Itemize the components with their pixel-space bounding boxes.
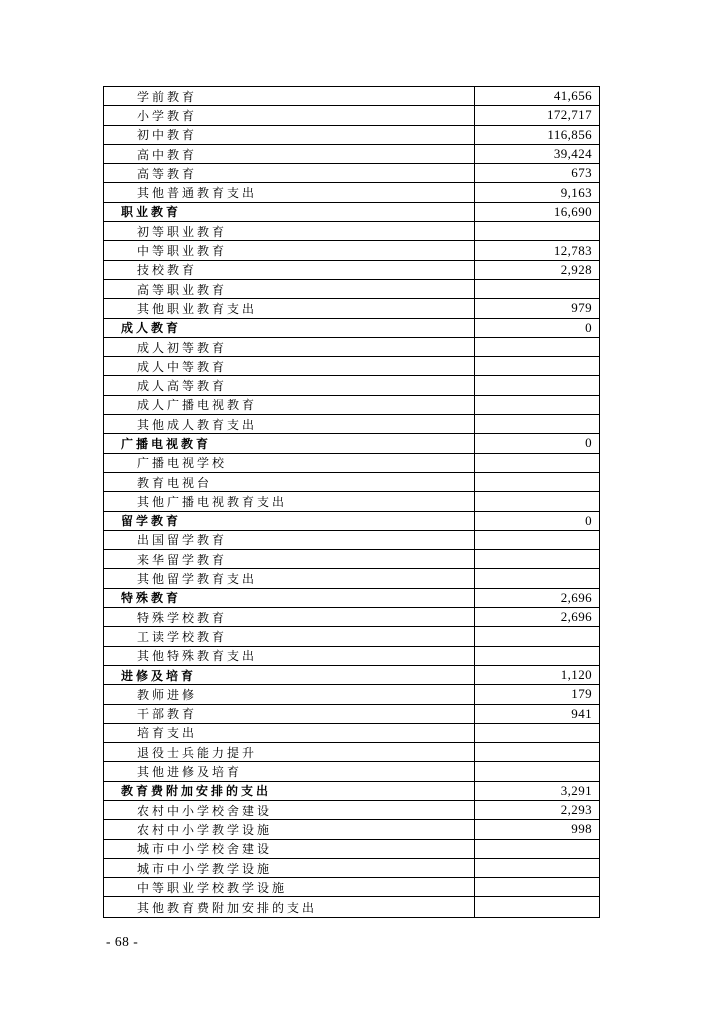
category-cell: 退役士兵能力提升 [104, 743, 475, 761]
category-cell: 来华留学教育 [104, 550, 475, 568]
value-cell [475, 569, 599, 587]
value-cell [475, 222, 599, 240]
table-row [104, 705, 599, 724]
table-row [104, 376, 599, 395]
table-row [104, 126, 599, 145]
category-cell: 成人教育 [104, 319, 475, 337]
value-cell: 0 [585, 319, 592, 335]
category-cell: 特殊学校教育 [104, 608, 475, 626]
table-row [104, 492, 599, 511]
category-cell: 城市中小学校舍建设 [104, 840, 475, 858]
table-row [104, 145, 599, 164]
category-cell: 进修及培育 [104, 666, 475, 684]
value-cell [475, 859, 599, 877]
value-cell [475, 627, 599, 645]
budget-table [103, 86, 600, 918]
category-cell: 特殊教育 [104, 589, 475, 607]
table-row [104, 203, 599, 222]
value-cell [475, 376, 599, 394]
category-cell: 留学教育 [104, 512, 475, 530]
value-cell [475, 647, 599, 665]
table-row [104, 782, 599, 801]
table-row [104, 685, 599, 704]
category-cell: 高中教育 [104, 145, 475, 163]
value-cell: 941 [571, 705, 592, 721]
table-row [104, 241, 599, 260]
table-row [104, 473, 599, 492]
table-row [104, 434, 599, 453]
category-cell: 教育费附加安排的支出 [104, 782, 475, 800]
table-row [104, 608, 599, 627]
category-cell: 干部教育 [104, 705, 475, 723]
table-row [104, 801, 599, 820]
value-cell: 673 [571, 165, 592, 181]
table-row [104, 589, 599, 608]
value-cell: 1,120 [560, 667, 592, 683]
category-cell: 其他教育费附加安排的支出 [104, 897, 475, 916]
table-row [104, 338, 599, 357]
value-cell: 179 [571, 686, 592, 702]
category-cell: 农村中小学教学设施 [104, 820, 475, 838]
category-cell: 成人中等教育 [104, 357, 475, 375]
category-cell: 培育支出 [104, 724, 475, 742]
value-cell: 172,717 [546, 107, 592, 123]
value-cell [475, 357, 599, 375]
value-cell [475, 338, 599, 356]
value-cell [475, 531, 599, 549]
category-cell: 出国留学教育 [104, 531, 475, 549]
table-row [104, 569, 599, 588]
table-row [104, 743, 599, 762]
value-cell [475, 454, 599, 472]
category-cell: 其他普通教育支出 [104, 183, 475, 201]
value-cell: 116,856 [547, 126, 592, 142]
table-row [104, 87, 599, 106]
table-row [104, 859, 599, 878]
value-cell: 41,656 [553, 88, 592, 104]
category-cell: 初中教育 [104, 126, 475, 144]
category-cell: 技校教育 [104, 261, 475, 279]
table-row [104, 280, 599, 299]
value-cell: 2,928 [560, 261, 592, 277]
value-cell [475, 415, 599, 433]
category-cell: 教育电视台 [104, 473, 475, 491]
category-cell: 初等职业教育 [104, 222, 475, 240]
category-cell: 职业教育 [104, 203, 475, 221]
category-cell: 其他成人教育支出 [104, 415, 475, 433]
table-row [104, 724, 599, 743]
value-cell: 2,696 [560, 589, 592, 605]
value-cell [475, 724, 599, 742]
table-row [104, 627, 599, 646]
value-cell [475, 492, 599, 510]
value-cell [475, 897, 599, 916]
value-cell [475, 396, 599, 414]
value-cell: 39,424 [553, 146, 592, 162]
table-row [104, 357, 599, 376]
table-row [104, 897, 599, 916]
value-cell [475, 550, 599, 568]
table-row [104, 415, 599, 434]
table-row [104, 222, 599, 241]
category-cell: 其他留学教育支出 [104, 569, 475, 587]
value-cell: 16,690 [553, 203, 592, 219]
value-cell: 979 [571, 300, 592, 316]
category-cell: 其他进修及培育 [104, 762, 475, 780]
category-cell: 成人高等教育 [104, 376, 475, 394]
table-row [104, 299, 599, 318]
category-cell: 其他职业教育支出 [104, 299, 475, 317]
category-cell: 工读学校教育 [104, 627, 475, 645]
category-cell: 中等职业学校教学设施 [104, 878, 475, 896]
table-row [104, 106, 599, 125]
table-row [104, 762, 599, 781]
table-row [104, 183, 599, 202]
table-row [104, 512, 599, 531]
category-cell: 成人广播电视教育 [104, 396, 475, 414]
value-cell [475, 280, 599, 298]
table-row [104, 878, 599, 897]
table-row [104, 319, 599, 338]
category-cell: 农村中小学校舍建设 [104, 801, 475, 819]
value-cell: 2,696 [560, 609, 592, 625]
category-cell: 高等职业教育 [104, 280, 475, 298]
category-cell: 广播电视学校 [104, 454, 475, 472]
table-row [104, 396, 599, 415]
category-cell: 其他特殊教育支出 [104, 647, 475, 665]
table-row [104, 164, 599, 183]
value-cell [475, 762, 599, 780]
value-cell [475, 840, 599, 858]
value-cell: 0 [585, 512, 592, 528]
value-cell: 2,293 [560, 802, 592, 818]
value-cell: 9,163 [560, 184, 592, 200]
value-cell: 3,291 [560, 782, 592, 798]
table-row [104, 454, 599, 473]
category-cell: 中等职业教育 [104, 241, 475, 259]
value-cell: 998 [571, 821, 592, 837]
table-row [104, 666, 599, 685]
category-cell: 小学教育 [104, 106, 475, 124]
table-row [104, 820, 599, 839]
category-cell: 教师进修 [104, 685, 475, 703]
table-row [104, 261, 599, 280]
table-row [104, 647, 599, 666]
page-number: - 68 - [106, 934, 139, 949]
value-cell [475, 473, 599, 491]
category-cell: 高等教育 [104, 164, 475, 182]
category-cell: 城市中小学教学设施 [104, 859, 475, 877]
table-row [104, 840, 599, 859]
value-cell: 0 [585, 435, 592, 451]
category-cell: 学前教育 [104, 87, 475, 105]
table-row [104, 550, 599, 569]
value-cell [475, 878, 599, 896]
value-cell [475, 743, 599, 761]
category-cell: 成人初等教育 [104, 338, 475, 356]
category-cell: 广播电视教育 [104, 434, 475, 452]
table-row [104, 531, 599, 550]
category-cell: 其他广播电视教育支出 [104, 492, 475, 510]
value-cell: 12,783 [553, 242, 592, 258]
